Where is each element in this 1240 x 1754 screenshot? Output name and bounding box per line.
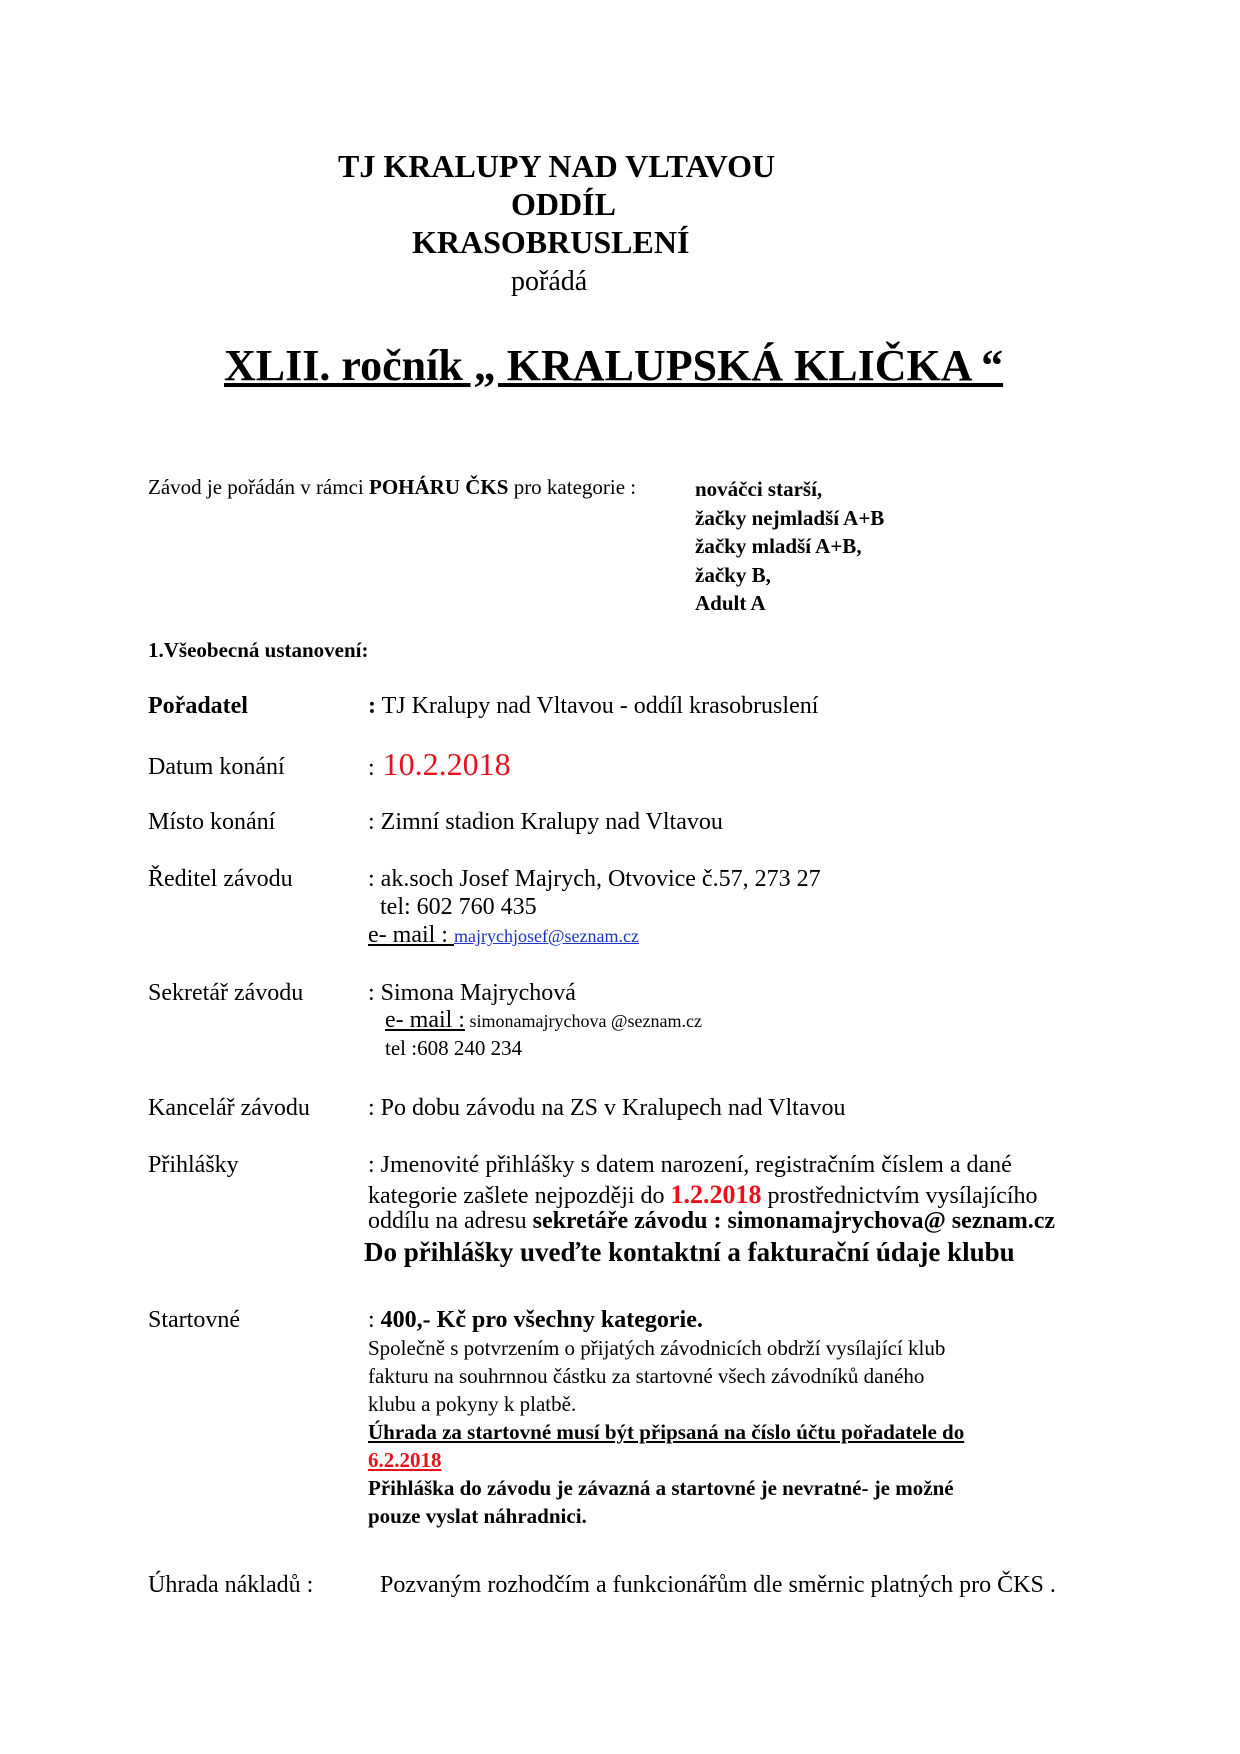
intro-text: Závod je pořádán v rámci POHÁRU ČKS pro kategorie : bbox=[148, 475, 637, 499]
director-email-row: e- mail : majrychjosef@seznam.cz bbox=[368, 922, 639, 948]
secretary-email: simonamajrychova @seznam.cz bbox=[464, 1011, 702, 1031]
fee-binding-notice: Přihláška do závodu je závazná a startovné je nevratné- je možné bbox=[368, 1476, 954, 1500]
category-item: žačky B, bbox=[695, 562, 771, 587]
section-heading: 1.Všeobecná ustanovení: bbox=[148, 638, 369, 662]
fee-amount: : 400,- Kč pro všechny kategorie. bbox=[368, 1307, 703, 1333]
fee-text-line: Společně s potvrzením o přijatých závodnicích obdrží vysílající klub bbox=[368, 1336, 946, 1360]
date-label: Datum konání bbox=[148, 754, 285, 780]
category-item: Adult A bbox=[695, 591, 766, 615]
organizer-value: : TJ Kralupy nad Vltavou - oddíl krasobruslení bbox=[368, 693, 819, 719]
director-email-link[interactable]: majrychjosef@seznam.cz bbox=[453, 926, 639, 946]
header-discipline: KRASOBRUSLENÍ bbox=[412, 224, 690, 260]
entries-line1: : Jmenovité přihlášky s datem narození, registračním číslem a dané bbox=[368, 1152, 1012, 1178]
director-label: Ředitel závodu bbox=[148, 866, 293, 892]
header-section: ODDÍL bbox=[511, 186, 616, 222]
page-title: XLII. ročník „ KRALUPSKÁ KLIČKA “ bbox=[224, 341, 1004, 390]
fee-payment-deadline: 6.2.2018 bbox=[368, 1448, 442, 1472]
venue-label: Místo konání bbox=[148, 809, 276, 835]
office-label: Kancelář závodu bbox=[148, 1095, 310, 1121]
category-list bbox=[695, 475, 884, 618]
fee-text-line: fakturu na souhrnnou částku za startovné všech závodníků daného bbox=[368, 1364, 925, 1388]
category-item: žačky mladší A+B, bbox=[695, 534, 862, 558]
organizer-label: Pořadatel bbox=[148, 693, 248, 719]
category-item: nováčci starší, bbox=[695, 477, 823, 501]
entries-label: Přihlášky bbox=[148, 1152, 239, 1178]
category-item: žačky nejmladší A+B bbox=[695, 505, 885, 530]
costs-label: Úhrada nákladů : bbox=[148, 1572, 314, 1598]
date-value: : 10.2.2018 bbox=[368, 746, 511, 782]
secretary-phone: tel :608 240 234 bbox=[385, 1036, 523, 1060]
fee-payment-notice: Úhrada za startovné musí být připsaná na číslo účtu pořadatele do bbox=[368, 1420, 965, 1444]
fee-binding-notice: pouze vyslat náhradnici. bbox=[368, 1504, 587, 1528]
secretary-email-row: e- mail : simonamajrychova @seznam.cz bbox=[385, 1007, 702, 1033]
header-org: TJ KRALUPY NAD VLTAVOU bbox=[338, 148, 776, 184]
secretary-label: Sekretář závodu bbox=[148, 980, 304, 1006]
office-value: : Po dobu závodu na ZS v Kralupech nad Vltavou bbox=[368, 1095, 846, 1121]
director-phone: tel: 602 760 435 bbox=[380, 894, 537, 920]
director-address: : ak.soch Josef Majrych, Otvovice č.57, 273 27 bbox=[368, 866, 821, 892]
secretary-name: : Simona Majrychová bbox=[368, 980, 576, 1006]
entries-line3: oddílu na adresu sekretáře závodu : simonamajrychova@ seznam.cz bbox=[368, 1208, 1056, 1234]
entries-note: Do přihlášky uveďte kontaktní a fakturační údaje klubu bbox=[364, 1237, 1015, 1267]
header-organizes: pořádá bbox=[511, 266, 588, 297]
fee-text-line: klubu a pokyny k platbě. bbox=[368, 1392, 577, 1416]
venue-value: : Zimní stadion Kralupy nad Vltavou bbox=[368, 809, 723, 835]
entries-deadline: 1.2.2018 bbox=[670, 1180, 762, 1209]
fee-label: Startovné bbox=[148, 1307, 240, 1333]
entries-line2: kategorie zašlete nejpozději do 1.2.2018 prostřednictvím vysílajícího bbox=[368, 1180, 1038, 1209]
costs-value: Pozvaným rozhodčím a funkcionářům dle směrnic platných pro ČKS . bbox=[380, 1572, 1056, 1598]
